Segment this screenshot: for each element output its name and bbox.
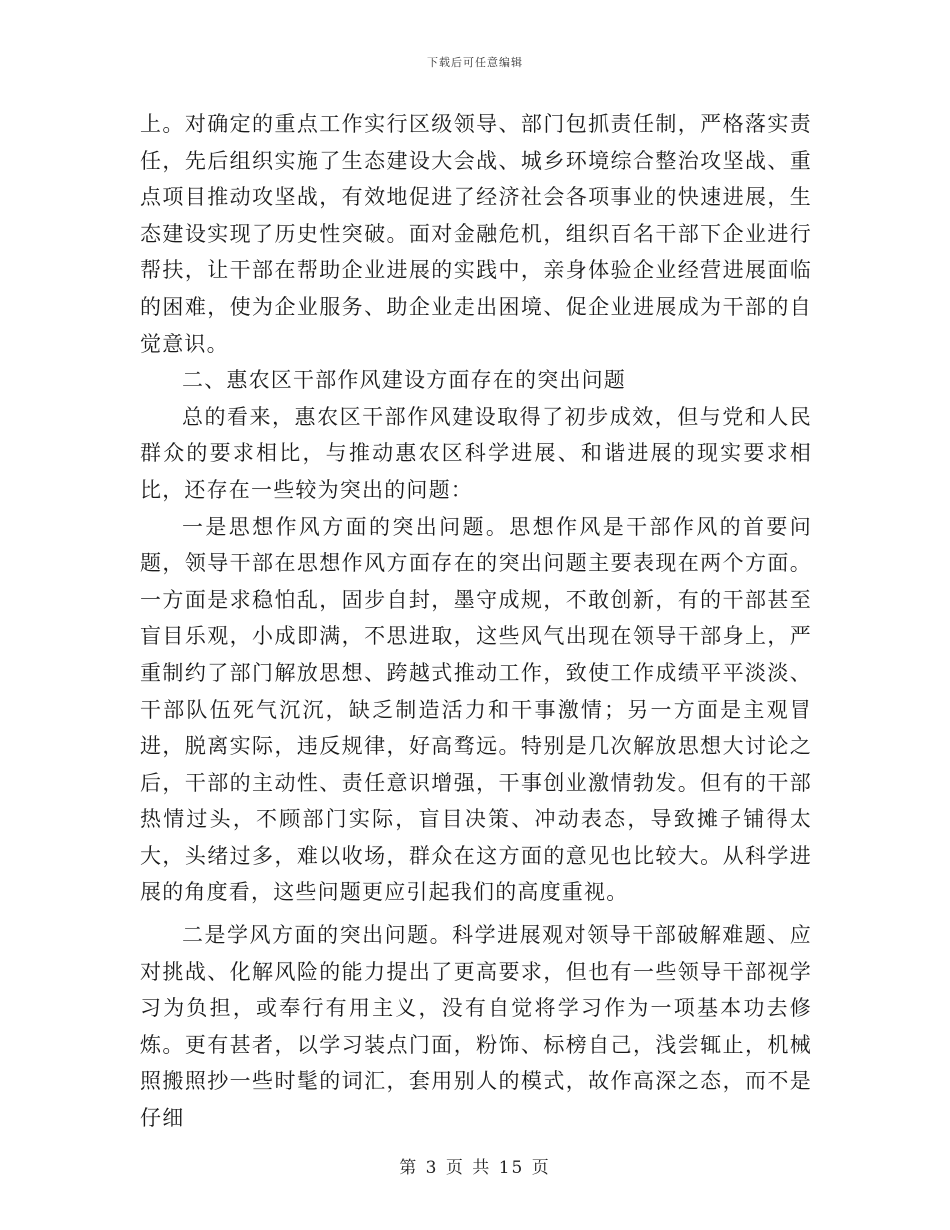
paragraph-continuation: 上。对确定的重点工作实行区级领导、部门包抓责任制，严格落实责任，先后组织实施了生态建设大会战、城乡环境综合整治攻坚战、重点项目推动攻坚战，有效地促进了经济社会各项事业的快速进展，生态建设实现了历史性突破。面对金融危机，组织百名干部下企业进行帮扶，让干部在帮助企业进展的实践中，亲身体验企业经营进展面临的困难，使为企业服务、助企业走出困境、促企业进展成为干部的自觉意识。	[140, 112, 812, 356]
paragraph-summary: 总的看来，惠农区干部作风建设取得了初步成效，但与党和人民群众的要求相比，与推动惠农区科学进展、和谐进展的现实要求相比，还存在一些较为突出的问题：	[140, 404, 812, 502]
paragraph-study-style: 二是学风方面的突出问题。科学进展观对领导干部破解难题、应对挑战、化解风险的能力提出了更高要求，但也有一些领导干部视学习为负担，或奉行有用主义，没有自觉将学习作为一项基本功去修炼。更有甚者，以学习装点门面，粉饰、标榜自己，浅尝辄止，机械照搬照抄一些时髦的词汇，套用别人的模式，故作高深之态，而不是仔细	[140, 923, 812, 1131]
paragraph-ideological-style: 一是思想作风方面的突出问题。思想作风是干部作风的首要问题，领导干部在思想作风方面存在的突出问题主要表现在两个方面。一方面是求稳怕乱，固步自封，墨守成规，不敢创新，有的干部甚至盲目乐观，小成即满，不思进取，这些风气出现在领导干部身上，严重制约了部门解放思想、跨越式推动工作，致使工作成绩平平淡淡、干部队伍死气沉沉，缺乏制造活力和干事激情；另一方面是主观冒进，脱离实际，违反规律，好高骛远。特别是几次解放思想大讨论之后，干部的主动性、责任意识增强，干事创业激情勃发。但有的干部热情过头，不顾部门实际，盲目决策、冲动表态，导致摊子铺得太大，头绪过多，难以收场，群众在这方面的意见也比较大。从科学进展的角度看，这些问题更应引起我们的高度重视。	[140, 514, 812, 905]
page-number: 第 3 页 共 15 页	[399, 1158, 551, 1178]
page-header: 下载后可任意编辑	[427, 56, 523, 69]
document-body	[140, 106, 812, 1137]
section-heading: 二、惠农区干部作风建设方面存在的突出问题	[182, 368, 626, 393]
